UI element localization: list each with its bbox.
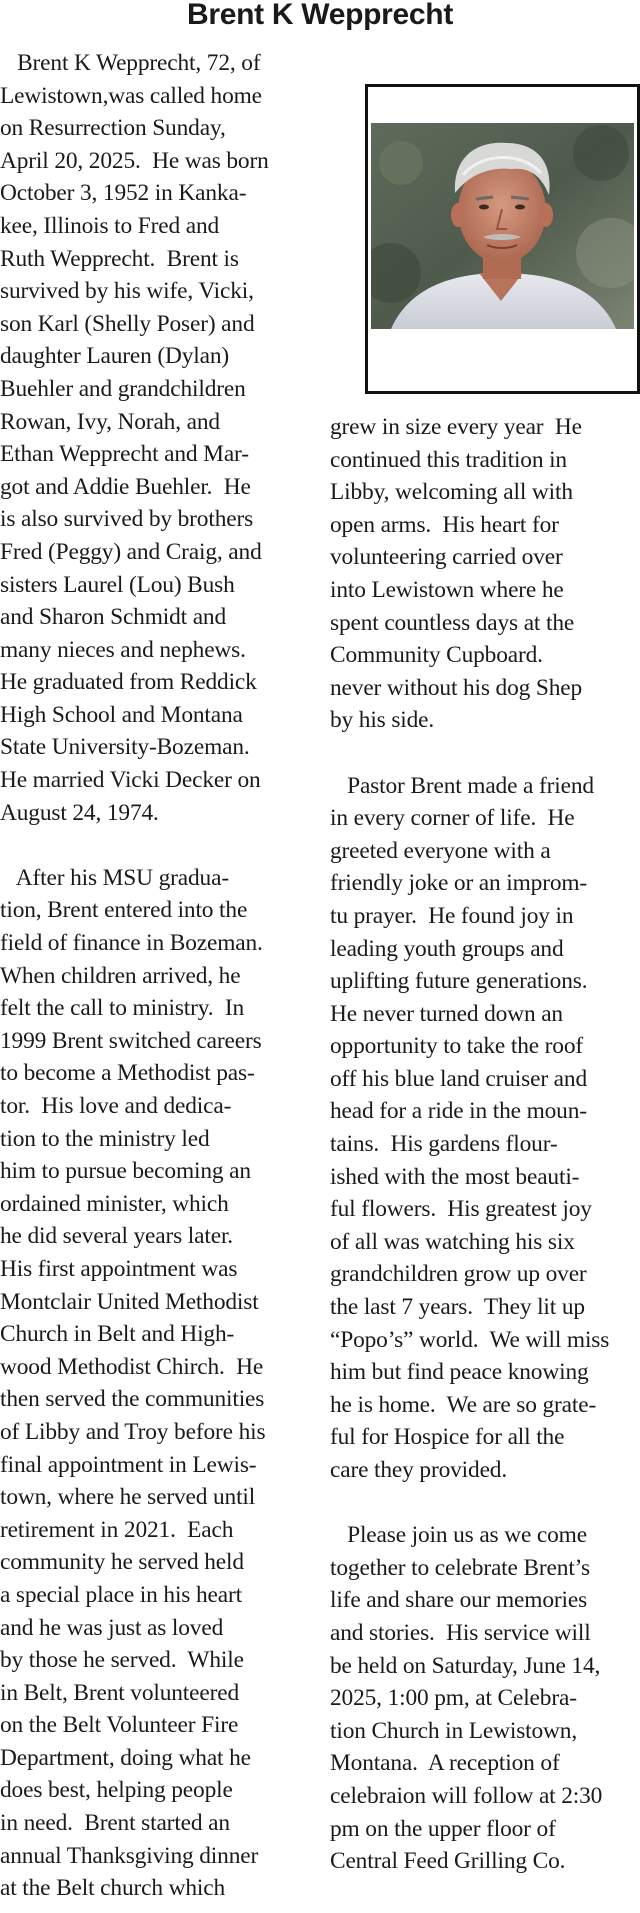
text-line: retirement in 2021. Each [0, 1516, 234, 1543]
text-line: of all was watching his six [330, 1228, 575, 1255]
text-line: open arms. His heart for [330, 511, 559, 538]
text-line: never without his dog Shep [330, 674, 583, 701]
text-line: he is home. We are so grate- [330, 1391, 597, 1418]
paragraph-gap [0, 829, 316, 862]
portrait-photo [371, 123, 634, 329]
text-line: sisters Laurel (Lou) Bush [0, 571, 235, 598]
text-line: uplifting future generations. [330, 968, 588, 995]
text-line: by his side. [330, 707, 435, 734]
text-line: on Resurrection Sunday, [0, 115, 226, 142]
text-line: on the Belt Volunteer Fire [0, 1712, 239, 1739]
text-line: wood Methodist Chirch. He [0, 1353, 264, 1380]
text-line: be held on Saturday, June 14, [330, 1652, 601, 1679]
text-line: is also survived by brothers [0, 506, 254, 533]
text-line: in need. Brent started an [0, 1810, 230, 1837]
text-line: community he served held [0, 1549, 244, 1576]
text-line: him but find peace knowing [330, 1359, 589, 1386]
text-line: together to celebrate Brent’s [330, 1554, 590, 1581]
text-line: After his MSU gradua- [0, 864, 229, 891]
text-line: him to pursue becoming an [0, 1158, 251, 1185]
text-line: Church in Belt and High- [0, 1321, 235, 1348]
text-line: into Lewistown where he [330, 576, 564, 603]
text-line: Please join us as we come [330, 1522, 587, 1549]
text-line: Montclair United Methodist [0, 1288, 259, 1315]
text-line: son Karl (Shelly Poser) and [0, 310, 255, 337]
text-line: annual Thanksgiving dinner [0, 1842, 259, 1869]
text-line: Central Feed Grilling Co. [330, 1848, 566, 1875]
text-line: opportunity to take the roof [330, 1033, 584, 1060]
text-line: grew in size every year He [330, 414, 582, 440]
text-line: Ruth Wepprecht. Brent is [0, 245, 239, 272]
text-line: His first appointment was [0, 1255, 238, 1282]
text-line: survived by his wife, Vicki, [0, 278, 254, 305]
text-line: State University-Bozeman. [0, 734, 250, 761]
text-line: Lewistown,was called home [0, 82, 262, 109]
text-line: October 3, 1952 in Kanka- [0, 180, 247, 207]
text-line: Fred (Peggy) and Craig, and [0, 538, 262, 565]
text-line: High School and Montana [0, 701, 243, 728]
text-line: Montana. A reception of [330, 1750, 560, 1777]
text-line: life and share our memories [330, 1587, 588, 1614]
text-line: 2025, 1:00 pm, at Celebra- [330, 1685, 577, 1712]
right-text-column [330, 411, 640, 1878]
text-line: of Libby and Troy before his [0, 1418, 266, 1445]
text-line: Department, doing what he [0, 1744, 251, 1771]
text-line: pm on the upper floor of [330, 1815, 556, 1842]
text-line: He graduated from Reddick [0, 669, 257, 696]
text-line: tion, Brent entered into the [0, 897, 248, 924]
text-line: tor. His love and dedica- [0, 1093, 232, 1119]
text-line: town, where he served until [0, 1484, 256, 1511]
text-line: August 24, 1974. [0, 799, 159, 826]
text-line: he did several years later. [0, 1223, 233, 1250]
text-line: to become a Methodist pas- [0, 1060, 255, 1087]
text-line: tion Church in Lewistown, [330, 1717, 578, 1744]
text-line: many nieces and nephews. [0, 636, 246, 663]
text-line: ordained minister, which [0, 1190, 229, 1217]
text-line: Pastor Brent made a friend [330, 772, 594, 799]
text-line: kee, Illinois to Fred and [0, 212, 220, 239]
text-line: friendly joke or an improm- [330, 870, 588, 897]
text-line: Ethan Wepprecht and Mar- [0, 441, 249, 468]
text-line: in every corner of life. He [330, 805, 575, 832]
text-line: Buehler and grandchildren [0, 375, 246, 402]
text-line: head for a ride in the moun- [330, 1098, 587, 1125]
text-line: by those he served. While [0, 1647, 244, 1674]
text-line: volunteering carried over [330, 544, 563, 571]
text-line: “Popo’s” world. We will miss [330, 1326, 610, 1353]
text-line: and stories. His service will [330, 1619, 591, 1646]
photo-frame [365, 84, 640, 394]
text-line: and he was just as loved [0, 1614, 224, 1641]
text-line: final appointment in Lewis- [0, 1451, 257, 1478]
text-line: Brent K Wepprecht, 72, of [0, 50, 261, 76]
text-line: When children arrived, he [0, 962, 241, 989]
text-line: care they provided. [330, 1457, 508, 1483]
text-line: in Belt, Brent volunteered [0, 1679, 240, 1706]
text-line: grandchildren grow up over [330, 1261, 587, 1288]
text-line: at the Belt church which [0, 1875, 226, 1902]
text-line: and Sharon Schmidt and [0, 604, 227, 631]
text-line: leading youth groups and [330, 935, 564, 962]
text-line: Community Cupboard. [330, 642, 543, 669]
text-line: field of finance in Bozeman. [0, 930, 263, 957]
left-text-column [0, 47, 316, 1905]
text-line: He never turned down an [330, 1000, 563, 1027]
text-line: the last 7 years. They lit up [330, 1294, 585, 1321]
text-line: tains. His gardens flour- [330, 1131, 558, 1158]
text-line: daughter Lauren (Dylan) [0, 343, 230, 370]
text-line: ful flowers. His greatest joy [330, 1196, 592, 1223]
text-line: celebraion will follow at 2:30 [330, 1782, 603, 1809]
text-line: felt the call to ministry. In [0, 995, 245, 1022]
paragraph-gap [330, 1487, 640, 1520]
text-line: greeted everyone with a [330, 837, 551, 864]
text-line: Rowan, Ivy, Norah, and [0, 408, 220, 435]
text-line: then served the communities [0, 1386, 265, 1413]
text-line: tion to the ministry led [0, 1125, 210, 1152]
paragraph-gap [330, 737, 640, 770]
text-line: does best, helping people [0, 1777, 233, 1804]
text-line: ful for Hospice for all the [330, 1424, 565, 1451]
text-line: ished with the most beauti- [330, 1163, 580, 1190]
text-line: 1999 Brent switched careers [0, 1027, 262, 1054]
text-line: He married Vicki Decker on [0, 767, 261, 794]
text-line: a special place in his heart [0, 1581, 242, 1608]
text-line: got and Addie Buehler. He [0, 473, 251, 500]
text-line: April 20, 2025. He was born [0, 147, 269, 174]
text-line: spent countless days at the [330, 609, 575, 636]
obituary-title: Brent K Wepprecht [186, 0, 454, 31]
text-line: off his blue land cruiser and [330, 1065, 587, 1092]
text-line: Libby, welcoming all with [330, 479, 573, 506]
text-line: tu prayer. He found joy in [330, 902, 574, 929]
text-line: continued this tradition in [330, 446, 567, 473]
